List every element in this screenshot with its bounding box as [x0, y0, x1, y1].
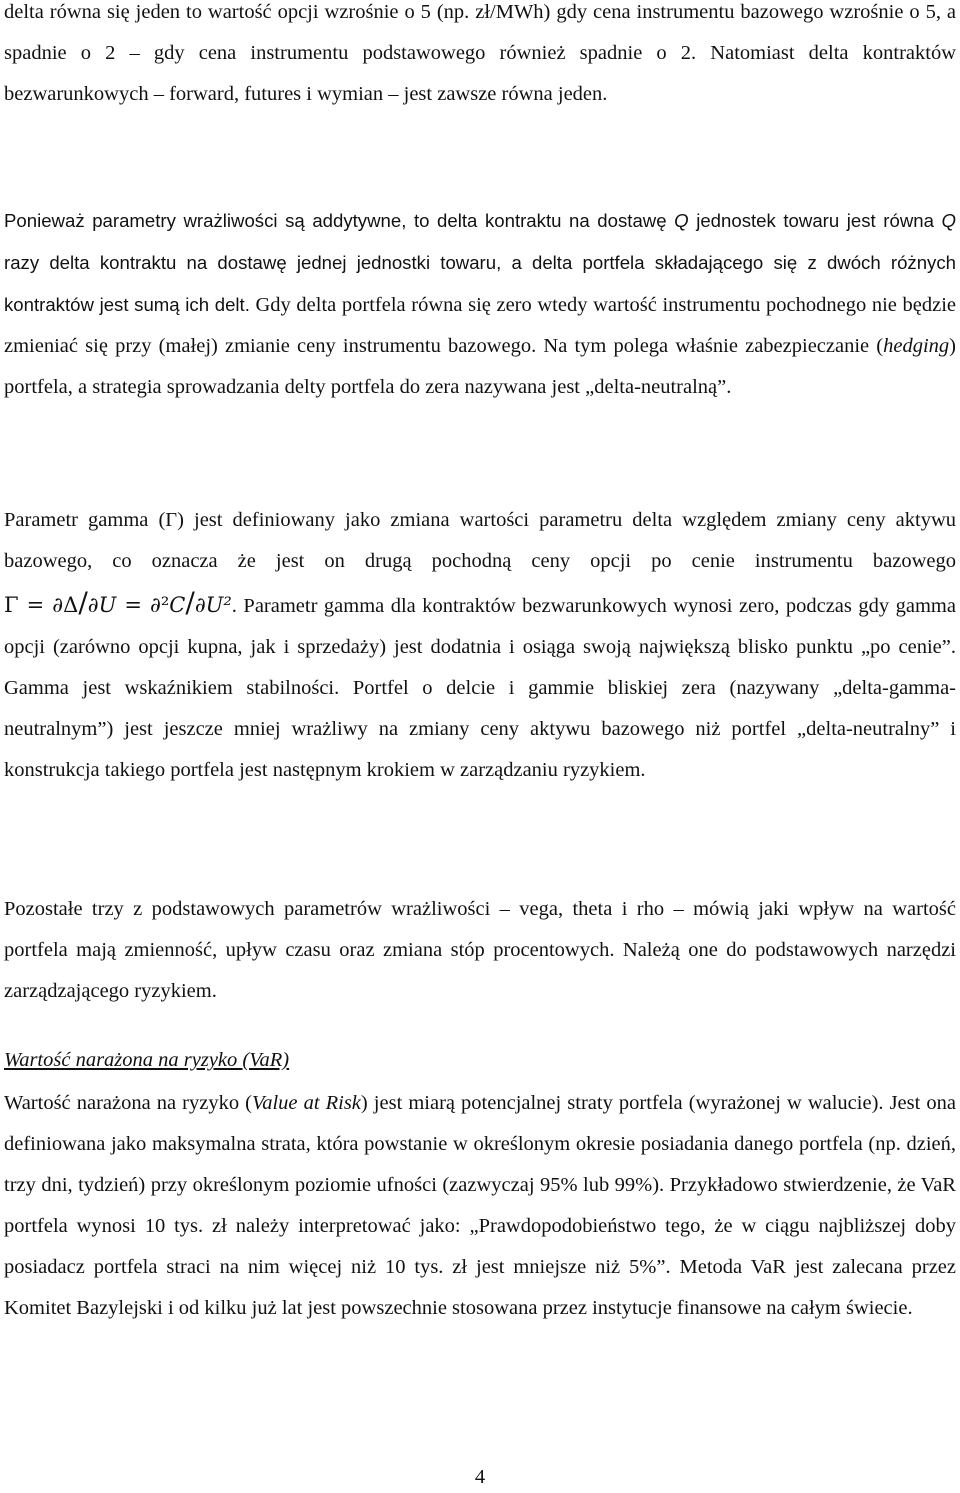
- text-segment: ) jest miarą potencjalnej straty portfela (wyrażonej w walucie). Jest ona definiowana jako maksymalna strata, która powstanie w określonym okresie posiadania danego portfela (np. dzień, trzy dni, tydzień) przy określonym poziomie ufności (zazwyczaj 95% lub 99%). Przykładowo stwierdzenie, że VaR portfela wynosi 10 tys. zł należy interpretować jako: „Prawdopodobieństwo tego, że w ciągu najbliższej doby posiadacz portfela straci na nim więcej niż 10 tys. zł jest mniejsze niż 5%”. Metoda VaR jest zalecana przez Komitet Bazylejski i od kilku już lat jest powszechnie stosowana przez instytucje finansowe na całym świecie.: [4, 1092, 956, 1319]
- formula-partial-delta: ∂Δ: [52, 593, 79, 617]
- text-segment: jednostek towaru jest równa: [688, 210, 942, 231]
- text-segment: Wartość narażona na ryzyko (: [4, 1092, 252, 1114]
- formula-gamma: Γ: [4, 593, 19, 617]
- section-heading-var: Wartość narażona na ryzyko (VaR): [4, 1049, 290, 1071]
- formula-c: C: [169, 593, 186, 617]
- formula-equals: =: [26, 593, 45, 617]
- paragraph-delta-additivity: [4, 200, 956, 408]
- variable-q: Q: [674, 210, 689, 231]
- formula-partial: ∂: [87, 593, 99, 617]
- formula-u: U: [98, 593, 117, 617]
- page-number: 4: [474, 1466, 486, 1488]
- gamma-formula: Γ = ∂Δ/∂U = ∂²C/∂U²: [4, 586, 232, 619]
- paragraph-var: [4, 1083, 956, 1329]
- paragraph-gamma: [4, 500, 956, 791]
- text-segment: Gdy delta portfela równa się zero wtedy wartość instrumentu pochodnego nie będzie zmieniać się przy (małej) zmianie ceny instrumentu bazowego. Na tym polega właśnie zabezpieczanie (: [4, 294, 956, 357]
- formula-u-squared: U²: [205, 593, 232, 617]
- variable-q: Q: [941, 210, 957, 231]
- text-segment: ) portfela, a strategia sprowadzania delty portfela do zera nazywana jest „delta-neutralną”.: [4, 335, 956, 398]
- paragraph-other-parameters: Pozostałe trzy z podstawowych parametrów wrażliwości – vega, theta i rho – mówią jaki wpływ na wartość portfela mają zmienność, upływ czasu oraz zmiana stóp procentowych. Należą one do podstawowych narzędzi zarządzającego ryzykiem.: [4, 898, 956, 1002]
- term-hedging: hedging: [883, 335, 950, 357]
- text-segment: . Parametr gamma dla kontraktów bezwarunkowych wynosi zero, podczas gdy gamma opcji (zarówno opcji kupna, jak i sprzedaży) jest dodatnia i osiąga swoją największą blisko punktu „po cenie”. Gamma jest wskaźnikiem stabilności. Portfel o delcie i gammie bliskiej zera (nazywany „delta-gamma-neutralnym”) jest jeszcze mniej wrażliwy na zmiany ceny aktywu bazowego niż portfel „delta-neutralny” i konstrukcja takiego portfela jest następnym krokiem w zarządzaniu ryzykiem.: [4, 595, 956, 781]
- paragraph-delta-definition: delta równa się jeden to wartość opcji wzrośnie o 5 (np. zł/MWh) gdy cena instrumentu bazowego wzrośnie o 5, a spadnie o 2 – gdy cena instrumentu podstawowego również spadnie o 2. Natomiast delta kontraktów bezwarunkowych – forward, futures i wymian – jest zawsze równa jeden.: [4, 1, 956, 105]
- text-segment: Ponieważ parametry wrażliwości są addytywne, to delta kontraktu na dostawę: [4, 210, 675, 231]
- term-value-at-risk: Value at Risk: [251, 1092, 361, 1114]
- text-segment: razy delta kontraktu na dostawę jednej jednostki towaru, a delta portfela składającego się z dwóch różnych kontraktów jest sumą ich delt.: [4, 252, 956, 315]
- formula-equals: =: [124, 593, 142, 617]
- formula-partial: ∂: [194, 593, 206, 617]
- text-segment: Parametr gamma (Γ) jest definiowany jako zmiana wartości parametru delta względem zmiany ceny aktywu bazowego, co oznacza że jest on drugą pochodną ceny opcji po cenie instrumentu bazowego: [4, 509, 956, 572]
- formula-partial-squared: ∂²: [150, 593, 170, 617]
